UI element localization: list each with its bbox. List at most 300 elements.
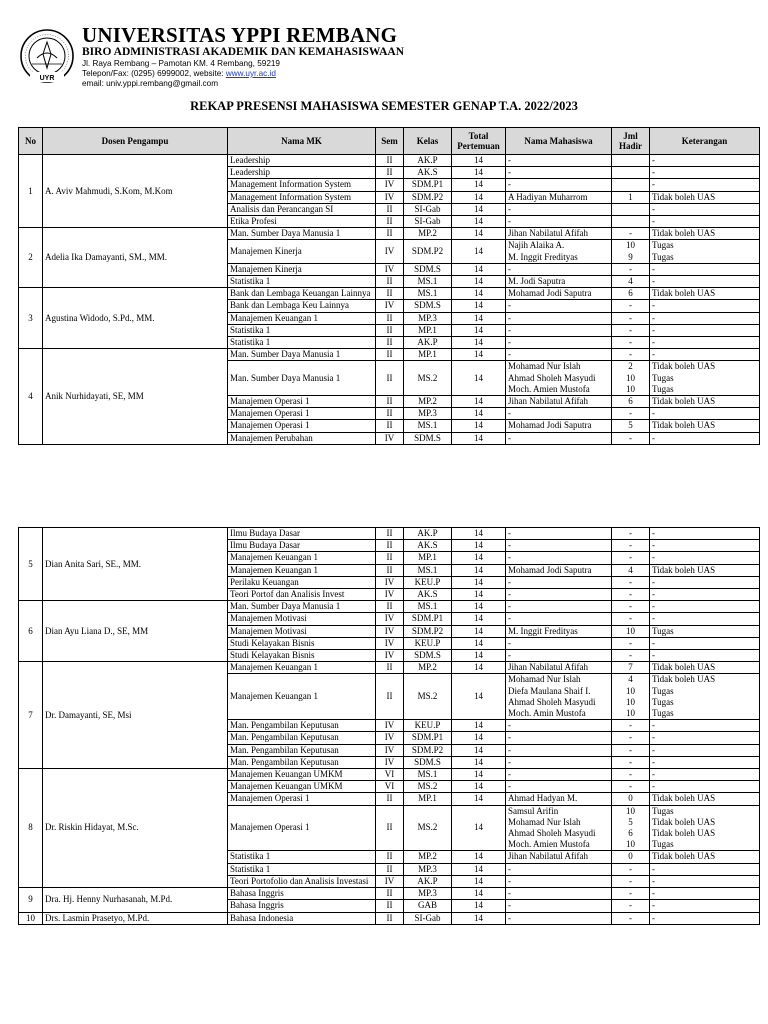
row-number: 5 xyxy=(19,528,43,601)
semester: IV xyxy=(376,732,404,744)
course-name: Studi Kelayakan Bisnis xyxy=(228,650,376,662)
course-name: Studi Kelayakan Bisnis xyxy=(228,637,376,649)
class: SDM.P2 xyxy=(404,191,452,203)
course-name: Analisis dan Perancangan SI xyxy=(228,203,376,215)
class: MS.2 xyxy=(404,781,452,793)
remark: - xyxy=(652,720,655,731)
total-meetings: 14 xyxy=(452,863,506,875)
course-name: Man. Sumber Daya Manusia 1 xyxy=(228,361,376,396)
attendance-count: - xyxy=(629,540,632,551)
total-meetings: 14 xyxy=(452,179,506,191)
course-name: Man. Sumber Daya Manusia 1 xyxy=(228,228,376,240)
header-dosen: Dosen Pengampu xyxy=(43,128,228,155)
student-name-cell xyxy=(506,564,612,576)
course-name: Manajemen Perubahan xyxy=(228,432,376,444)
remark: - xyxy=(652,552,655,563)
student-name-cell xyxy=(506,191,612,203)
class: GAB xyxy=(404,900,452,912)
semester: II xyxy=(376,888,404,900)
semester: II xyxy=(376,276,404,288)
student-name: - xyxy=(508,912,511,923)
student-name-cell xyxy=(506,528,612,540)
remark-cell xyxy=(650,912,760,924)
course-name: Ilmu Budaya Dasar xyxy=(228,528,376,540)
remark: - xyxy=(652,540,655,551)
student-name: - xyxy=(508,781,511,792)
semester: II xyxy=(376,288,404,300)
class: MP.2 xyxy=(404,228,452,240)
remark-cell xyxy=(650,432,760,444)
class: AK.S xyxy=(404,540,452,552)
remark: Tugas xyxy=(652,839,674,850)
remark: Tidak boleh UAS xyxy=(652,361,716,372)
row-number: 3 xyxy=(19,288,43,349)
student-name: - xyxy=(508,756,511,767)
total-meetings: 14 xyxy=(452,650,506,662)
student-name-cell xyxy=(506,432,612,444)
class: SI-Gab xyxy=(404,912,452,924)
remark: - xyxy=(652,408,655,419)
student-name-cell xyxy=(506,324,612,336)
student-name: Mohamad Nur Islah xyxy=(508,816,581,827)
total-meetings: 14 xyxy=(452,203,506,215)
semester: II xyxy=(376,851,404,863)
student-name: - xyxy=(508,637,511,648)
student-name-cell xyxy=(506,769,612,781)
course-name: Man. Pengambilan Keputusan xyxy=(228,732,376,744)
attendance-count-cell xyxy=(612,263,650,275)
total-meetings: 14 xyxy=(452,216,506,228)
attendance-count: 10 xyxy=(626,383,635,394)
semester: II xyxy=(376,540,404,552)
remark-cell xyxy=(650,228,760,240)
header-mahasiswa: Nama Mahasiswa xyxy=(506,128,612,155)
course-name: Statistika 1 xyxy=(228,276,376,288)
attendance-count: - xyxy=(629,650,632,661)
total-meetings: 14 xyxy=(452,756,506,768)
remark-cell xyxy=(650,576,760,588)
remark-cell xyxy=(650,216,760,228)
attendance-count: - xyxy=(629,552,632,563)
class: SDM.P2 xyxy=(404,625,452,637)
attendance-count-cell xyxy=(612,167,650,179)
email-line: email: univ.yppi.rembang@gmail.com xyxy=(82,79,219,88)
student-name-cell xyxy=(506,408,612,420)
remark: - xyxy=(652,781,655,792)
attendance-count: 10 xyxy=(626,696,635,707)
course-name: Manajemen Keuangan 1 xyxy=(228,312,376,324)
student-name: Moch. Amin Mustofa xyxy=(508,708,586,719)
student-name: - xyxy=(508,349,511,360)
student-name: Jihan Nabilatul Afifah xyxy=(508,228,588,239)
semester: IV xyxy=(376,576,404,588)
remark-cell xyxy=(650,650,760,662)
student-name: - xyxy=(508,324,511,335)
attendance-count-cell xyxy=(612,781,650,793)
remark-cell xyxy=(650,240,760,263)
attendance-count: 2 xyxy=(628,361,633,372)
website-link[interactable]: www.uyr.ac.id xyxy=(225,69,276,78)
semester: II xyxy=(376,552,404,564)
student-name: - xyxy=(508,732,511,743)
attendance-count: - xyxy=(629,912,632,923)
remark-cell xyxy=(650,324,760,336)
attendance-count-cell xyxy=(612,674,650,720)
student-name: Mohamad Nur Islah xyxy=(508,674,581,685)
total-meetings: 14 xyxy=(452,552,506,564)
remark: Tidak boleh UAS xyxy=(652,228,716,239)
attendance-count-cell xyxy=(612,228,650,240)
row-number: 8 xyxy=(19,769,43,888)
student-name-cell xyxy=(506,613,612,625)
attendance-count: - xyxy=(629,263,632,274)
remark: - xyxy=(652,900,655,911)
remark: Tidak boleh UAS xyxy=(652,288,716,299)
attendance-count: 5 xyxy=(628,816,633,827)
attendance-count-cell xyxy=(612,793,650,805)
student-name: Jihan Nabilatul Afifah xyxy=(508,851,588,862)
total-meetings: 14 xyxy=(452,432,506,444)
attendance-count-cell xyxy=(612,540,650,552)
student-name: - xyxy=(508,432,511,443)
remark-cell xyxy=(650,179,760,191)
student-name-cell xyxy=(506,263,612,275)
lecturer-name: Drs. Lasmin Prasetyo, M.Pd. xyxy=(43,912,228,924)
attendance-count-cell xyxy=(612,324,650,336)
semester: II xyxy=(376,674,404,720)
attendance-count: - xyxy=(629,589,632,600)
semester: II xyxy=(376,528,404,540)
student-name-cell xyxy=(506,900,612,912)
semester: IV xyxy=(376,625,404,637)
class: MP.3 xyxy=(404,408,452,420)
class: MS.2 xyxy=(404,674,452,720)
remark: - xyxy=(652,179,655,190)
student-name-cell xyxy=(506,540,612,552)
attendance-count: 6 xyxy=(628,288,633,299)
semester: IV xyxy=(376,589,404,601)
course-name: Teori Portof dan Analisis Invest xyxy=(228,589,376,601)
university-logo-icon xyxy=(18,28,76,88)
student-name-cell xyxy=(506,300,612,312)
attendance-count-cell xyxy=(612,900,650,912)
remark-cell xyxy=(650,805,760,851)
attendance-count-cell xyxy=(612,851,650,863)
remark: - xyxy=(652,528,655,538)
remark-cell xyxy=(650,662,760,674)
attendance-count: 10 xyxy=(626,240,635,251)
course-name: Leadership xyxy=(228,167,376,179)
student-name-cell xyxy=(506,288,612,300)
header-no: No xyxy=(19,128,43,155)
total-meetings: 14 xyxy=(452,732,506,744)
student-name-cell xyxy=(506,650,612,662)
course-name: Manajemen Operasi 1 xyxy=(228,793,376,805)
student-name: Najih Alaika A. xyxy=(508,240,565,251)
total-meetings: 14 xyxy=(452,781,506,793)
attendance-count: - xyxy=(629,528,632,538)
remark: - xyxy=(652,589,655,600)
total-meetings: 14 xyxy=(452,637,506,649)
remark-cell xyxy=(650,203,760,215)
attendance-count: 10 xyxy=(626,805,635,816)
course-name: Ilmu Budaya Dasar xyxy=(228,540,376,552)
header-sem: Sem xyxy=(376,128,404,155)
student-name: Moch. Amien Mustofa xyxy=(508,839,590,850)
attendance-count-cell xyxy=(612,769,650,781)
student-name: - xyxy=(508,408,511,419)
total-meetings: 14 xyxy=(452,564,506,576)
attendance-count: - xyxy=(629,888,632,899)
class: KEU.P xyxy=(404,576,452,588)
attendance-count xyxy=(614,167,647,178)
attendance-count-cell xyxy=(612,528,650,540)
semester: IV xyxy=(376,300,404,312)
row-number: 2 xyxy=(19,228,43,288)
row-number: 9 xyxy=(19,888,43,912)
student-name: Mohamad Nur Islah xyxy=(508,361,581,372)
remark: Tugas xyxy=(652,251,674,262)
attendance-count xyxy=(614,204,647,215)
student-name: M. Inggit Fredityas xyxy=(508,625,578,636)
attendance-count: - xyxy=(629,756,632,767)
student-name: Ahmad Sholeh Masyudi xyxy=(508,696,596,707)
course-name: Man. Pengambilan Keputusan xyxy=(228,756,376,768)
student-name: - xyxy=(508,601,511,612)
attendance-count: - xyxy=(629,769,632,780)
attendance-count-cell xyxy=(612,179,650,191)
remark: - xyxy=(652,863,655,874)
table-row xyxy=(19,662,760,674)
table-row xyxy=(19,912,760,924)
class: MS.2 xyxy=(404,805,452,851)
total-meetings: 14 xyxy=(452,408,506,420)
semester: II xyxy=(376,155,404,167)
lecturer-name: Anik Nurhidayati, SE, MM xyxy=(43,349,228,445)
course-name: Bank dan Lembaga Keu Lainnya xyxy=(228,300,376,312)
course-name: Manajemen Kinerja xyxy=(228,263,376,275)
student-name: - xyxy=(508,589,511,600)
total-meetings: 14 xyxy=(452,589,506,601)
table-row xyxy=(19,349,760,361)
total-meetings: 14 xyxy=(452,769,506,781)
attendance-count-cell xyxy=(612,744,650,756)
course-name: Manajemen Motivasi xyxy=(228,613,376,625)
remark: Tugas xyxy=(652,625,674,636)
remark-cell xyxy=(650,191,760,203)
semester: II xyxy=(376,228,404,240)
letterhead xyxy=(18,24,758,94)
class: KEU.P xyxy=(404,637,452,649)
class: SDM.P2 xyxy=(404,240,452,263)
semester: II xyxy=(376,337,404,349)
row-number: 1 xyxy=(19,155,43,228)
course-name: Management Information System xyxy=(228,191,376,203)
attendance-count-cell xyxy=(612,288,650,300)
remark: Tidak boleh UAS xyxy=(652,674,716,685)
remark: Tidak boleh UAS xyxy=(652,662,716,673)
course-name: Manajemen Keuangan 1 xyxy=(228,662,376,674)
attendance-count xyxy=(614,216,647,227)
attendance-count: - xyxy=(629,613,632,624)
total-meetings: 14 xyxy=(452,900,506,912)
remark-cell xyxy=(650,167,760,179)
remark: - xyxy=(652,912,655,923)
attendance-count: - xyxy=(629,781,632,792)
class: AK.P xyxy=(404,528,452,540)
remark: - xyxy=(652,312,655,323)
attendance-count: - xyxy=(629,432,632,443)
total-meetings: 14 xyxy=(452,744,506,756)
class: MP.3 xyxy=(404,863,452,875)
attendance-count xyxy=(614,155,647,166)
remark-cell xyxy=(650,900,760,912)
attendance-count-cell xyxy=(612,203,650,215)
student-name-cell xyxy=(506,793,612,805)
attendance-count: - xyxy=(629,312,632,323)
course-name: Manajemen Keuangan UMKM xyxy=(228,769,376,781)
total-meetings: 14 xyxy=(452,805,506,851)
attendance-count-cell xyxy=(612,216,650,228)
semester: IV xyxy=(376,432,404,444)
remark-cell xyxy=(650,396,760,408)
student-name-cell xyxy=(506,674,612,720)
attendance-count-cell xyxy=(612,662,650,674)
course-name: Statistika 1 xyxy=(228,851,376,863)
header-kelas: Kelas xyxy=(404,128,452,155)
attendance-count: - xyxy=(629,601,632,612)
class: MP.1 xyxy=(404,552,452,564)
student-name-cell xyxy=(506,203,612,215)
attendance-count-cell xyxy=(612,805,650,851)
student-name-cell xyxy=(506,312,612,324)
semester: IV xyxy=(376,637,404,649)
remark-cell xyxy=(650,564,760,576)
student-name: - xyxy=(508,720,511,731)
student-name: - xyxy=(508,613,511,624)
class: MS.1 xyxy=(404,288,452,300)
class: SDM.S xyxy=(404,263,452,275)
attendance-count-cell xyxy=(612,625,650,637)
student-name: - xyxy=(508,216,511,227)
attendance-count: 10 xyxy=(626,839,635,850)
class: MS.1 xyxy=(404,564,452,576)
remark: - xyxy=(652,744,655,755)
attendance-count-cell xyxy=(612,756,650,768)
remark-cell xyxy=(650,361,760,396)
remark: Tidak boleh UAS xyxy=(652,564,716,575)
total-meetings: 14 xyxy=(452,276,506,288)
course-name: Bahasa Inggris xyxy=(228,888,376,900)
semester: II xyxy=(376,805,404,851)
class: MS.1 xyxy=(404,769,452,781)
course-name: Management Information System xyxy=(228,179,376,191)
course-name: Teori Portofolio dan Analisis Investasi xyxy=(228,875,376,887)
remark-cell xyxy=(650,276,760,288)
row-number: 6 xyxy=(19,601,43,662)
course-name: Etika Profesi xyxy=(228,216,376,228)
student-name: Jihan Nabilatul Afifah xyxy=(508,396,588,407)
student-name: - xyxy=(508,528,511,538)
student-name: - xyxy=(508,863,511,874)
course-name: Statistika 1 xyxy=(228,337,376,349)
remark-cell xyxy=(650,552,760,564)
student-name-cell xyxy=(506,216,612,228)
attendance-count-cell xyxy=(612,875,650,887)
remark: - xyxy=(652,637,655,648)
attendance-count-cell xyxy=(612,863,650,875)
total-meetings: 14 xyxy=(452,420,506,432)
course-name: Man. Pengambilan Keputusan xyxy=(228,744,376,756)
course-name: Manajemen Keuangan 1 xyxy=(228,552,376,564)
table-row xyxy=(19,769,760,781)
semester: IV xyxy=(376,179,404,191)
student-name: - xyxy=(508,650,511,661)
class: SDM.S xyxy=(404,756,452,768)
total-meetings: 14 xyxy=(452,228,506,240)
student-name: - xyxy=(508,888,511,899)
attendance-count-cell xyxy=(612,552,650,564)
class: MS.1 xyxy=(404,420,452,432)
header-hadir: Jml Hadir xyxy=(612,128,650,155)
student-name-cell xyxy=(506,576,612,588)
student-name: - xyxy=(508,337,511,348)
remark: Tugas xyxy=(652,383,674,394)
course-name: Statistika 1 xyxy=(228,324,376,336)
semester: II xyxy=(376,793,404,805)
course-name: Manajemen Operasi 1 xyxy=(228,396,376,408)
total-meetings: 14 xyxy=(452,288,506,300)
total-meetings: 14 xyxy=(452,601,506,613)
semester: IV xyxy=(376,744,404,756)
table-row xyxy=(19,528,760,540)
student-name-cell xyxy=(506,851,612,863)
semester: IV xyxy=(376,240,404,263)
attendance-count: 4 xyxy=(628,276,633,287)
table-row xyxy=(19,601,760,613)
attendance-count-cell xyxy=(612,408,650,420)
header-total: Total Pertemuan xyxy=(452,128,506,155)
student-name-cell xyxy=(506,349,612,361)
total-meetings: 14 xyxy=(452,888,506,900)
class: MP.1 xyxy=(404,793,452,805)
student-name: Mohamad Jodi Saputra xyxy=(508,288,592,299)
semester: II xyxy=(376,312,404,324)
class: MS.2 xyxy=(404,361,452,396)
total-meetings: 14 xyxy=(452,875,506,887)
course-name: Manajemen Motivasi xyxy=(228,625,376,637)
student-name: - xyxy=(508,769,511,780)
remark-cell xyxy=(650,851,760,863)
remark: - xyxy=(652,432,655,443)
attendance-count: - xyxy=(629,637,632,648)
student-name: Ahmad Sholeh Masyudi xyxy=(508,372,596,383)
attendance-count: 10 xyxy=(626,685,635,696)
remark: - xyxy=(652,349,655,360)
class: MP.2 xyxy=(404,851,452,863)
student-name: - xyxy=(508,312,511,323)
remark-cell xyxy=(650,155,760,167)
lecturer-name: Dra. Hj. Henny Nurhasanah, M.Pd. xyxy=(43,888,228,912)
course-name: Leadership xyxy=(228,155,376,167)
lecturer-name: Dian Ayu Liana D., SE, MM xyxy=(43,601,228,662)
attendance-count: - xyxy=(629,875,632,886)
attendance-count: 9 xyxy=(628,251,633,262)
total-meetings: 14 xyxy=(452,361,506,396)
remark: - xyxy=(652,875,655,886)
remark: - xyxy=(652,324,655,335)
student-name: Ahmad Sholeh Masyudi xyxy=(508,828,596,839)
